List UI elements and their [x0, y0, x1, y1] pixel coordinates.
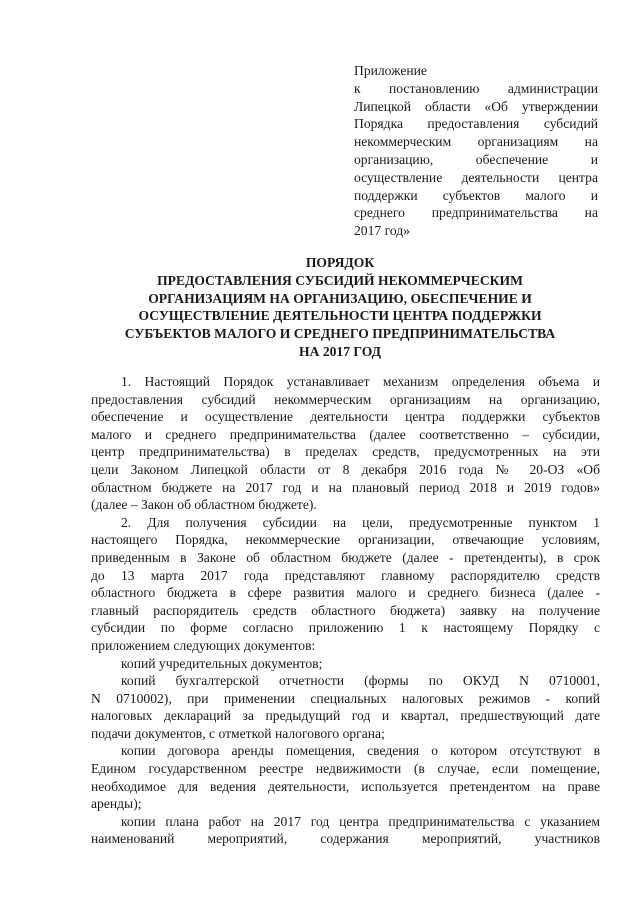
title-line: ОРГАНИЗАЦИЯМ НА ОРГАНИЗАЦИЮ, ОБЕСПЕЧЕНИЕ И [148, 290, 532, 306]
body-line: центр предпринимательства) в пределах средств, предусмотренных на эти [91, 444, 600, 460]
document-title [80, 254, 600, 361]
body-line: подачи документов, с отметкой налогового органа; [91, 725, 385, 741]
body-line: копий бухгалтерской отчетности (формы по ОКУД N 0710001, [121, 673, 600, 689]
body-line: 1. Настоящий Порядок устанавливает механизм определения объема и [121, 374, 600, 389]
title-line: НА 2017 ГОД [299, 343, 381, 359]
title-line: СУБЪЕКТОВ МАЛОГО И СРЕДНЕГО ПРЕДПРИНИМАТЕЛЬСТВА [124, 326, 556, 342]
body-line: областного бюджета в сфере развития малого и среднего бизнеса (далее - [91, 585, 600, 601]
appendix-line: среднего предпринимательства на [354, 205, 598, 221]
body-line: областном бюджете на 2017 год и на плановый период 2018 и 2019 годов» [91, 479, 600, 495]
body-line: налоговых деклараций за предыдущий год и квартал, предшествующий дате [91, 708, 600, 724]
appendix-note [354, 62, 598, 240]
body-line: аренды); [91, 796, 142, 812]
title-line: ПОРЯДОК [305, 255, 375, 270]
appendix-line: организацию, обеспечение и [354, 151, 598, 167]
body-line: приложением следующих документов: [91, 637, 316, 653]
body-line: N 0710002), при применении специальных налоговых режимов - копий [91, 690, 600, 706]
appendix-line: 2017 год» [354, 223, 410, 239]
appendix-line: поддержки субъектов малого и [354, 187, 598, 203]
body-line: копий учредительных документов; [121, 655, 323, 671]
body-line: копии договора аренды помещения, сведения о котором отсутствуют в [121, 743, 600, 759]
body-line: субсидии по форме согласно приложению 1 к настоящему Порядку с [91, 620, 600, 636]
appendix-line: Липецкой области «Об утверждении [354, 98, 598, 114]
body-line: приведенным в Законе об областном бюджете (далее - претенденты), в срок [91, 549, 600, 565]
body-line: копии плана работ на 2017 год центра предпринимательства с указанием [121, 813, 600, 829]
body-line: до 13 марта 2017 года представляют главному распорядителю средств [91, 567, 600, 583]
body-line: предоставления субсидий некоммерческим организациям на организацию, [91, 391, 600, 407]
title-line: ПРЕДОСТАВЛЕНИЯ СУБСИДИЙ НЕКОММЕРЧЕСКИМ [157, 272, 523, 288]
appendix-line: к постановлению администрации [354, 80, 598, 96]
body-line: малого и среднего предпринимательства (далее соответственно – субсидии, [91, 426, 600, 442]
appendix-line: Порядка предоставления субсидий [354, 116, 598, 132]
body-line: необходимое для ведения деятельности, используется претендентом на праве [91, 778, 600, 794]
appendix-line: некоммерческим организациям на [354, 134, 598, 150]
body-line: Едином государственном реестре недвижимости (в случае, если помещение, [91, 761, 600, 777]
title-line: ОСУЩЕСТВЛЕНИЕ ДЕЯТЕЛЬНОСТИ ЦЕНТРА ПОДДЕРЖКИ [138, 308, 542, 324]
body-line: наименований мероприятий, содержания мероприятий, участников [91, 831, 600, 847]
body-line: (далее – Закон об областном бюджете). [91, 497, 317, 513]
appendix-line: осуществление деятельности центра [354, 169, 598, 185]
body-line: главный распорядитель средств областного бюджета) заявку на получение [91, 602, 600, 618]
body-line: настоящего Порядка, некоммерческие организации, отвечающие условиям, [91, 532, 600, 548]
body-line: 2. Для получения субсидии на цели, предусмотренные пунктом 1 [121, 514, 600, 530]
body-line: обеспечение и осуществление деятельности центра поддержки субъектов [91, 409, 600, 425]
body-line: цели Законом Липецкой области от 8 декабря 2016 года № 20-ОЗ «Об [91, 461, 600, 477]
document-body [91, 373, 600, 848]
appendix-line: Приложение [354, 63, 427, 78]
